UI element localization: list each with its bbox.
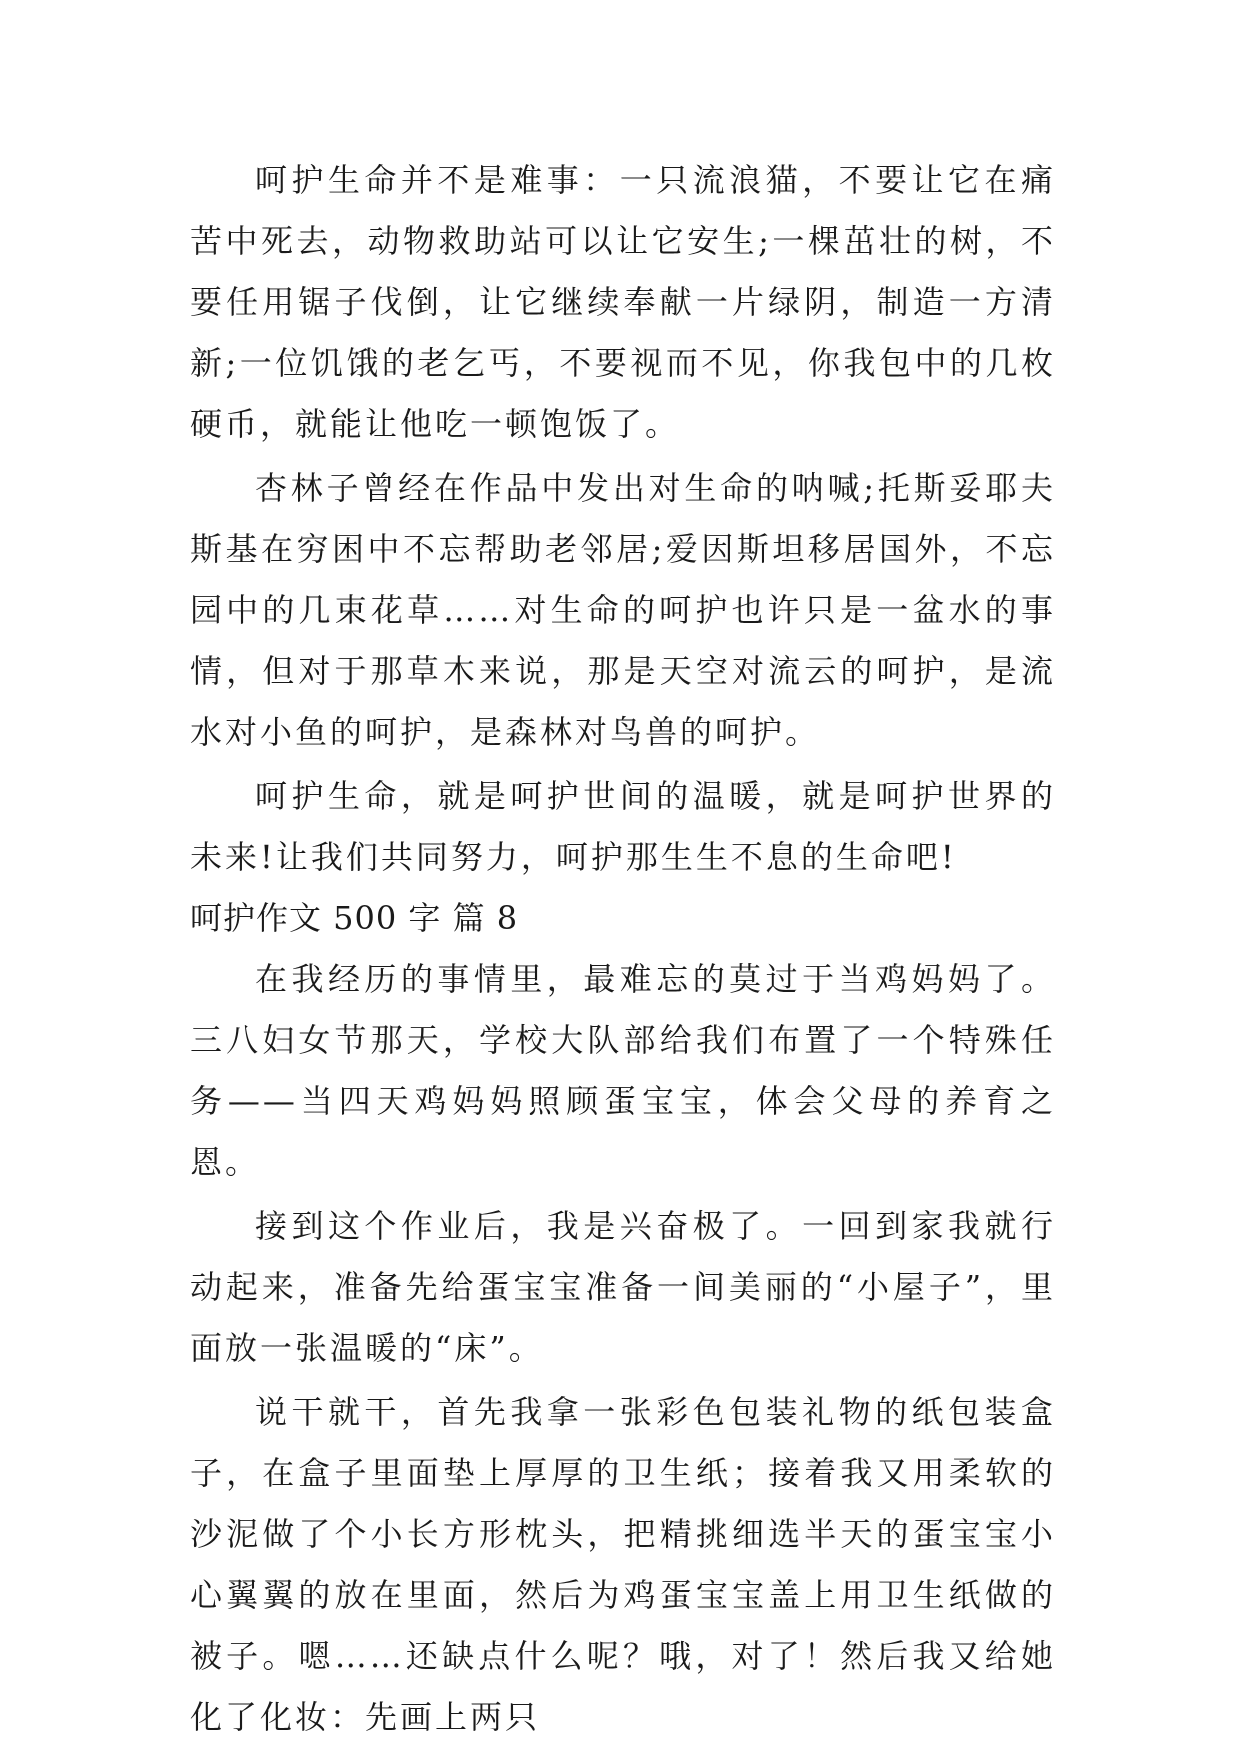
paragraph: 接到这个作业后，我是兴奋极了。一回到家我就行动起来，准备先给蛋宝宝准备一间美丽的“小屋子”，里面放一张温暖的“床”。	[190, 1207, 1056, 1367]
paragraph: 杏林子曾经在作品中发出对生命的呐喊;托斯妥耶夫斯基在穷困中不忘帮助老邻居;爱因斯坦移居国外，不忘园中的几束花草……对生命的呵护也许只是一盆水的事情，但对于那草木来说，那是天空对流云的呵护，是流水对小鱼的呵护，是森林对鸟兽的呵护。	[190, 469, 1056, 751]
paragraph: 呵护生命，就是呵护世间的温暖，就是呵护世界的未来!让我们共同努力，呵护那生生不息的生命吧!	[190, 777, 1056, 876]
section-heading: 呵护作文 500 字 篇 8	[190, 899, 519, 937]
paragraph: 呵护生命并不是难事：一只流浪猫，不要让它在痛苦中死去，动物救助站可以让它安生;一棵茁壮的树，不要任用锯子伐倒，让它继续奉献一片绿阴，制造一方清新;一位饥饿的老乞丐，不要视而不见，你我包中的几枚硬币，就能让他吃一顿饱饭了。	[190, 161, 1056, 443]
document-body	[190, 150, 1056, 1748]
paragraph: 在我经历的事情里，最难忘的莫过于当鸡妈妈了。三八妇女节那天，学校大队部给我们布置了一个特殊任务——当四天鸡妈妈照顾蛋宝宝，体会父母的养育之恩。	[190, 960, 1056, 1181]
paragraph: 说干就干，首先我拿一张彩色包装礼物的纸包装盒子，在盒子里面垫上厚厚的卫生纸；接着我又用柔软的沙泥做了个小长方形枕头，把精挑细选半天的蛋宝宝小心翼翼的放在里面，然后为鸡蛋宝宝盖上用卫生纸做的被子。嗯……还缺点什么呢？哦，对了！然后我又给她化了化妆：先画上两只	[190, 1393, 1056, 1736]
